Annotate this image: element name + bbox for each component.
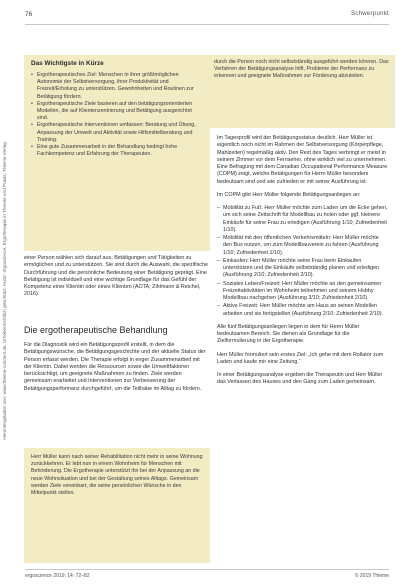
copm-item: – Mobilität mit den öffentlichen Verkehrsmitteln: Herr Müller möchte den Bus nutzen, um zum Modellbauverein zu fahren (Ausführung 1/10; Zufriedenheit 1/10). bbox=[217, 235, 389, 257]
body-paragraph: Alle fünf Betätigungsanliegen liegen in dem für Herrn Müller bedeutsamen Bereich. Sie dienen als Grundlage für die Zielformulierung in der Ergotherapie. bbox=[217, 323, 360, 345]
copm-item: – Mobilität zu Fuß: Herr Müller möchte zum Laden um die Ecke gehen, um sich seine Zeitschrift für Modellbau zu holen oder ggf. kleinere Einkäufe für seine Frau zu erledigen (Ausführung 1/10; Zufriedenheit 1/10). bbox=[217, 205, 389, 234]
page-header bbox=[25, 10, 389, 25]
summary-box bbox=[24, 55, 210, 251]
copm-item: – Soziales Leben/Freizeit: Herr Müller möchte an den gemeinsamen Freizeitaktivitäten im Wohnheim teilnehmen und seinem Hobby Modellbau nachgehen (Ausführung 3/10; Zufriedenheit 2/10). bbox=[217, 281, 389, 303]
body-paragraph: In einer Betätigungsanalyse ergeben die Therapeutin und Herr Müller das Verlassen des Hauses und den Gang zum Laden gemeinsam. bbox=[217, 372, 383, 386]
journal-citation: ergoscience 2019; 14: 72–82 bbox=[25, 573, 90, 579]
summary-item: • Ergotherapeutisches Ziel: Menschen in ihrer größtmöglichen Autonomie der Selbstversorgung, ihrer Produktivität und Freizeit/Erholung zu unterstützen. Gewohnheiten und Routinen zur Betätigung fördern. bbox=[31, 72, 204, 101]
body-paragraph: Herr Müller formuliert sein erstes Ziel: „Ich gehe mit dem Rollator zum Laden und kaufe mir eine Zeitung.“ bbox=[217, 351, 384, 365]
summary-title: Das Wichtigste in Kürze bbox=[31, 60, 104, 67]
side-note bbox=[0, 0, 10, 585]
side-note-text: Heruntergeladen von: www.thieme-connect.de. Urheberrechtlich geschützt. Autor: ergoscience, Ergotherapie in Theorie und Praxis, Thieme Verlag bbox=[2, 142, 7, 440]
subheading: Die ergotherapeutische Behandlung bbox=[24, 325, 168, 335]
right-column bbox=[217, 135, 389, 393]
body-paragraph: einer Person wählen sich darauf aus, Betätigungen und Tätigkeiten zu ermöglichen und zu unterstützen. Sie sind durch die Auswahl, die spezifische Durchführung und die persönliche Bedeutung einer Betätigung geprägt. Eine Betätigung ist individuell und eine wichtige Grundlage für das Gefühl der Kompetenz einer Klientin oder eines Klienten (AOTA; Zihlmann & Reichel, 2016). bbox=[24, 255, 208, 298]
copm-item: – Aktive Freizeit: Herr Müller möchte am Haus an seinen Modellen arbeiten und sie fertigstellen (Ausführung 2/10; Zufriedenheit 2/10). bbox=[217, 303, 389, 318]
summary-item: • Ergotherapeutische Ziele basieren auf den betätigungsorientierten Modellen, die auf Klientenzentrierung und Betätigung ausgerichtet sind. bbox=[31, 101, 204, 123]
left-column-top bbox=[24, 255, 208, 305]
body-paragraph: Für die Diagnostik wird ein Betätigungsprofil erstellt, in dem die Betätigungswünsche, die Betätigungsgeschichte und der aktuelle Status der Person erfasst werden. Die Therapie erfolgt in enger Zusammenarbeit mit der Klientin. Dabei werden die Ressourcen sowie die Umweltfaktoren berücksichtigt, um geeignete Maßnahmen zu finden. Ziele werden gemeinsam erarbeitet und Interventionen zur Verbesserung der Betätigungsperformanz durchgeführt, um die Teilhabe im Alltag zu fördern. bbox=[24, 342, 206, 392]
page-number: 76 bbox=[25, 11, 33, 18]
summary-item: • Eine gute Zusammenarbeit in der Behandlung bedingt hohe Fachkompetenz und Erfahrung der Therapeuten. bbox=[31, 144, 204, 158]
summary-item: • Ergotherapeutische Interventionen umfassen: Beratung und Übung, Anpassung der Umwelt und Aktivität sowie Hilfsmittelberatung und Training. bbox=[31, 122, 204, 144]
body-paragraph: Im Tagesprofil wird der Betätigungsstatus deutlich. Herr Müller ist eigentlich noch nicht im Rahmen der Selbstversorgung (Körperpflege, Mahlzeiten) regelmäßig aktiv. Den Rest des Tages verbringt er meist in seinem Zimmer vor dem Fernseher, ohne wirklich viel zu unternehmen. Eine Befragung mit dem Canadian Occupational Performance Measure (COPM) zeigt, welche Betätigungen für Herrn Müller besonders bedeutsam sind und wie zufrieden er mit seiner Ausführung ist. bbox=[217, 135, 388, 185]
copyright: © 2019 Thieme bbox=[354, 573, 389, 579]
section-label: Schwerpunkt bbox=[351, 11, 389, 17]
info-box-text: durch die Person noch nicht selbstständig ausgeführt werden können. Das Verfahren der Betätigungsanalyse hilft, Probleme der Performanz zu erkennen und geeignete Maßnahmen zur Förderung abzuleiten. bbox=[214, 59, 389, 80]
case-box-text: Herr Müller kann nach seiner Rehabilitation nicht mehr in seine Wohnung zurückkehren. Er lebt nun in einem Wohnheim für Menschen mit Behinderung. Die Ergotherapie unterstützt ihn bei der Anpassung an die neue Wohnsituation und bei der Gestaltung seines Alltags. Gemeinsam werden Ziele vereinbart, die seine persönlichen Wünsche in den Mittelpunkt stellen. bbox=[31, 454, 203, 497]
info-box-top-right bbox=[207, 55, 395, 128]
page-footer bbox=[25, 569, 389, 579]
case-box bbox=[24, 448, 210, 563]
body-paragraph: Im COPM gibt Herr Müller folgende Betätigungsanliegen an: bbox=[217, 191, 361, 198]
left-column-bottom bbox=[24, 342, 208, 399]
copm-item: – Einkaufen: Herr Müller möchte seine Frau beim Einkaufen unterstützen und die Einkäufe selbstständig planen und erledigen (Ausführung 2/10; Zufriedenheit 2/10). bbox=[217, 258, 389, 280]
summary-list bbox=[24, 72, 210, 158]
copm-list bbox=[217, 205, 389, 318]
